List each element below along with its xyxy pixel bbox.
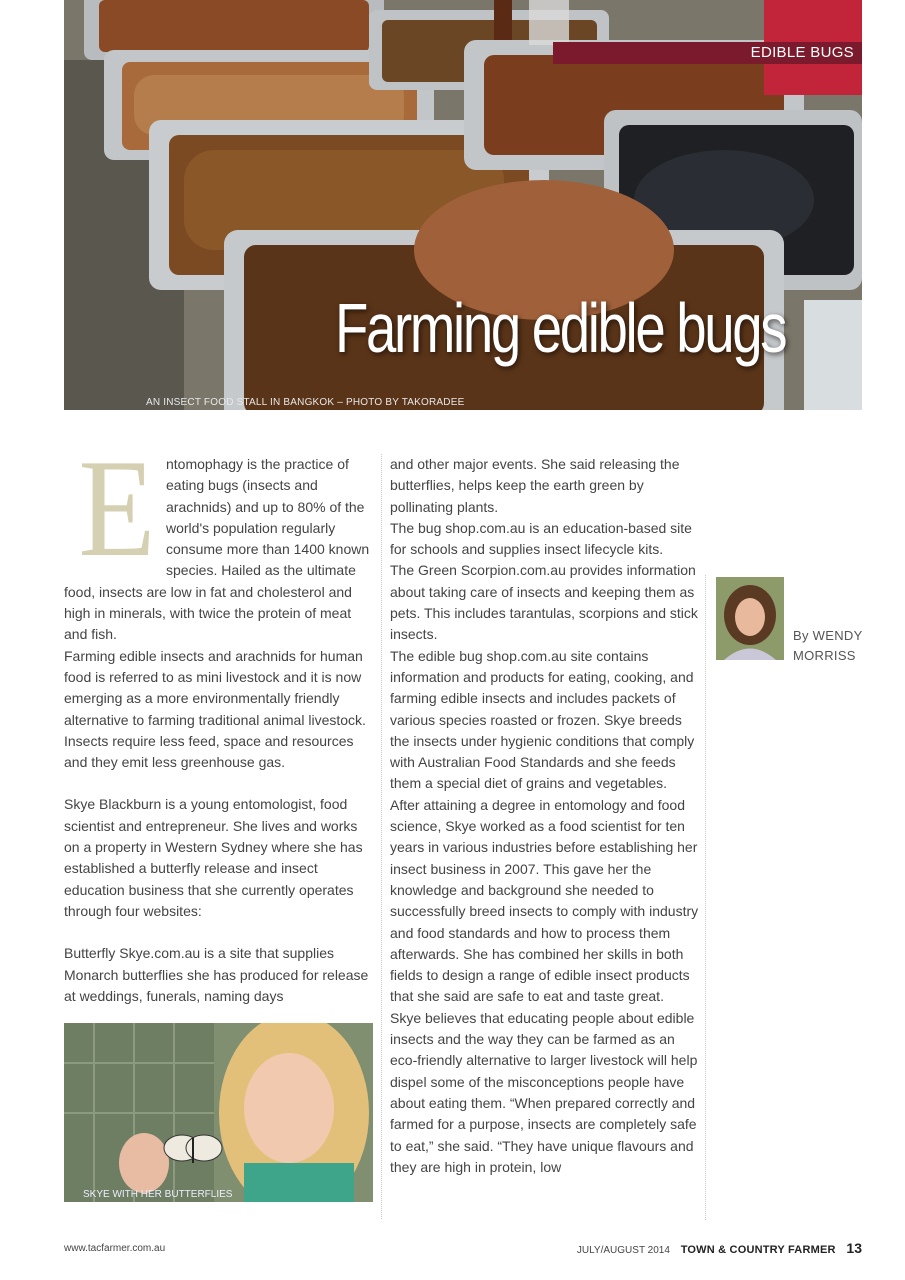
article-column-1: [64, 431, 374, 1007]
skye-photo: [64, 1023, 373, 1202]
byline-name: MORRISS: [793, 648, 856, 663]
woman-with-butterfly-illustration: [64, 1023, 373, 1202]
author-photo: [716, 577, 784, 660]
byline: [793, 626, 863, 666]
footer-issue: JULY/AUGUST 2014: [576, 1245, 670, 1256]
paragraph: ntomophagy is the practice of eating bugs (insects and arachnids) and up to 80% of the world's population regularly consume more than 1400 known species. Hailed as the ultimate food, insects are low in fat and cholesterol and high in minerals, with twice the protein of meat and fish.: [64, 456, 370, 643]
paragraph: The Green Scorpion.com.au provides information about taking care of insects and keeping them as pets. This includes tarantulas, scorpions and stick insects.: [390, 562, 698, 643]
paragraph: Skye believes that educating people about edible insects and the way they can be farmed as an eco-friendly alternative to larger livestock will help dispel some of the misconceptions people have about eating them. “When prepared correctly and farmed for a purpose, insects are completely safe to eat,” she said. “They have unique flavours and they are high in protein, low: [390, 1009, 698, 1175]
page-number: 13: [846, 1240, 862, 1256]
footer-info: [577, 1240, 862, 1256]
paragraph: The bug shop.com.au is an education-based site for schools and supplies insect lifecycle kits.: [390, 519, 692, 558]
article-column-2: [390, 454, 700, 1178]
footer-website: www.tacfarmer.com.au: [64, 1243, 166, 1254]
section-banner: EDIBLE BUGS: [553, 42, 862, 64]
paragraph: Butterfly Skye.com.au is a site that supplies Monarch butterflies she has produced for release at weddings, funerals, naming days: [64, 945, 369, 1004]
author-portrait-illustration: [716, 577, 784, 660]
butterfly-icon: [164, 1135, 222, 1163]
photo-caption: SKYE WITH HER BUTTERFLIES: [83, 1189, 233, 1200]
byline-by: By WENDY: [793, 628, 863, 643]
hero-photo-caption: AN INSECT FOOD STALL IN BANGKOK – PHOTO BY TAKORADEE: [146, 397, 465, 408]
paragraph: and other major events. She said releasing the butterflies, helps keep the earth green by pollinating plants.: [390, 456, 680, 515]
paragraph: Skye Blackburn is a young entomologist, food scientist and entrepreneur. She lives and works on a property in Western Sydney where she has established a butterfly release and insect education business that she currently operates through four websites:: [64, 796, 363, 919]
footer-magazine: TOWN & COUNTRY FARMER: [680, 1244, 836, 1256]
paragraph: The edible bug shop.com.au site contains information and products for eating, cooking, and farming edible insects and includes packets of various species roasted or frozen. Skye breeds the insects under hygienic conditions that comply with Australian Food Standards and she feeds them a special diet of grains and vegetables.: [390, 647, 695, 792]
paragraph: After attaining a degree in entomology and food science, Skye worked as a food scientist for ten years in various industries before establishing her insect business in 2007. This gave her the knowledge and background she needed to successfully breed insects to comply with industry and food standards and how to process them afterwards. She has combined her skills in both fields to design a range of edible insect products that she said are safe to eat and taste great.: [390, 796, 699, 1005]
column-divider: [381, 454, 382, 1219]
column-divider: [705, 575, 706, 1220]
paragraph: Farming edible insects and arachnids for human food is referred to as mini livestock and it is now emerging as a more environmentally friendly alternative to farming traditional animal livestock. Insects require less feed, space and resources and they emit less greenhouse gas.: [64, 647, 366, 771]
drop-cap: E: [78, 431, 156, 586]
article-title: Farming edible bugs: [335, 289, 786, 367]
